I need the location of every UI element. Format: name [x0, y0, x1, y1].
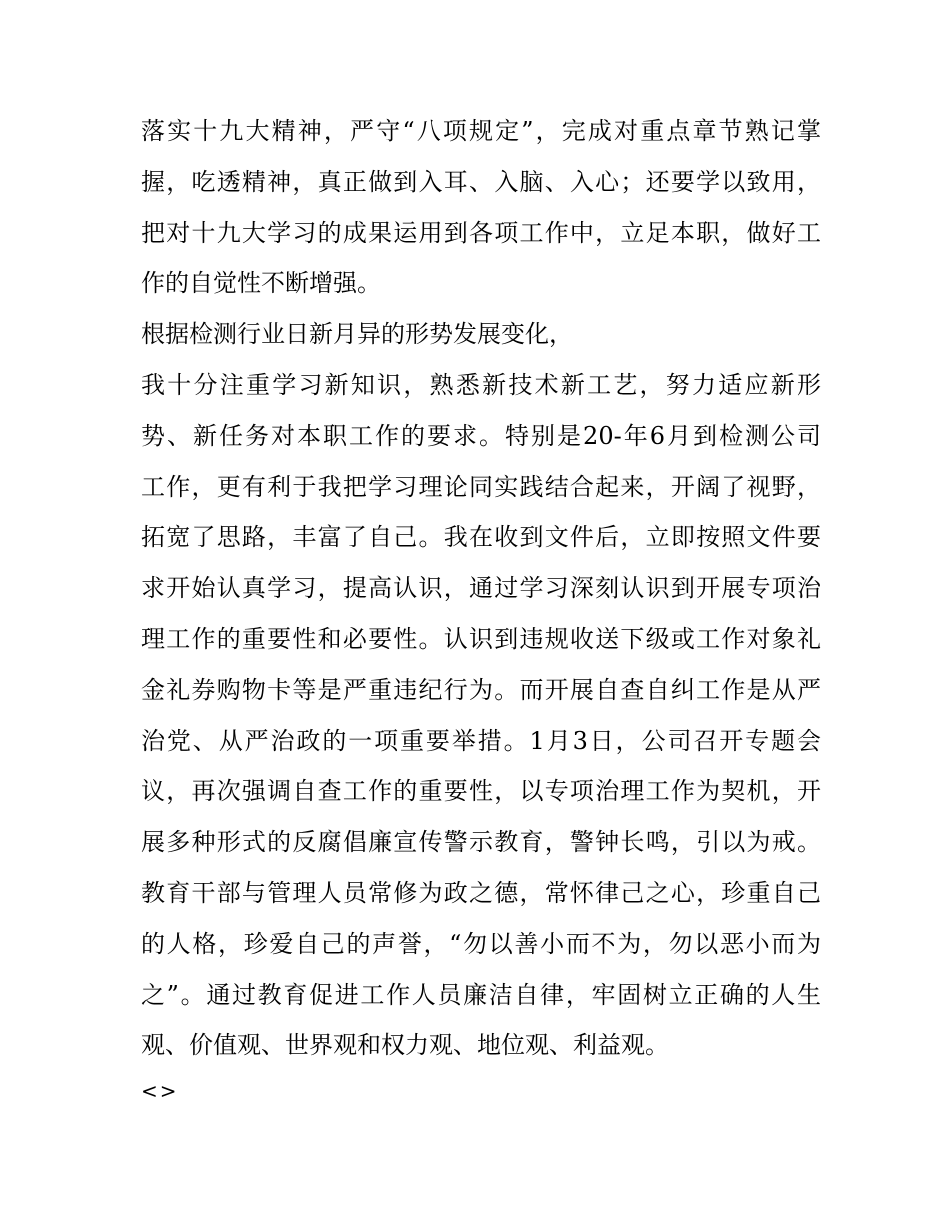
text-line: 治党、从严治政的一项重要举措。1月3日，公司召开专题会 [141, 726, 821, 755]
text-line: 理工作的重要性和必要性。认识到违规收送下级或工作对象礼 [141, 624, 821, 653]
text-line: 议，再次强调自查工作的重要性，以专项治理工作为契机，开 [141, 777, 821, 806]
text-line: 拓宽了思路，丰富了自己。我在收到文件后，立即按照文件要 [141, 523, 821, 552]
text-line: 工作，更有利于我把学习理论同实践结合起来，开阔了视野， [141, 472, 821, 501]
text-line: 观、价值观、世界观和权力观、地位观、利益观。 [141, 1031, 669, 1060]
text-line: 把对十九大学习的成果运用到各项工作中，立足本职，做好工 [141, 218, 821, 247]
text-line: 金礼券购物卡等是严重违纪行为。而开展自查自纠工作是从严 [141, 675, 821, 704]
text-line: 根据检测行业日新月异的形势发展变化， [141, 320, 573, 349]
text-line: 求开始认真学习，提高认识，通过学习深刻认识到开展专项治 [141, 574, 821, 603]
text-line: 势、新任务对本职工作的要求。特别是20-年6月到检测公司 [141, 421, 821, 450]
end-marker: <> [141, 1079, 179, 1104]
text-line: 的人格，珍爱自己的声誉，“勿以善小而不为，勿以恶小而为 [141, 929, 821, 958]
text-line: 我十分注重学习新知识，熟悉新技术新工艺，努力适应新形 [141, 370, 821, 399]
text-line: 落实十九大精神，严守“八项规定”，完成对重点章节熟记掌 [141, 117, 821, 145]
text-line: 之”。通过教育促进工作人员廉洁自律，牢固树立正确的人生 [141, 980, 821, 1009]
text-line: 教育干部与管理人员常修为政之德，常怀律己之心，珍重自己 [141, 878, 821, 907]
text-line: 作的自觉性不断增强。 [141, 269, 381, 298]
document-body [141, 106, 821, 1111]
text-line: 握，吃透精神，真正做到入耳、入脑、入心；还要学以致用， [141, 167, 821, 196]
text-line: 展多种形式的反腐倡廉宣传警示教育，警钟长鸣，引以为戒。 [141, 828, 821, 857]
